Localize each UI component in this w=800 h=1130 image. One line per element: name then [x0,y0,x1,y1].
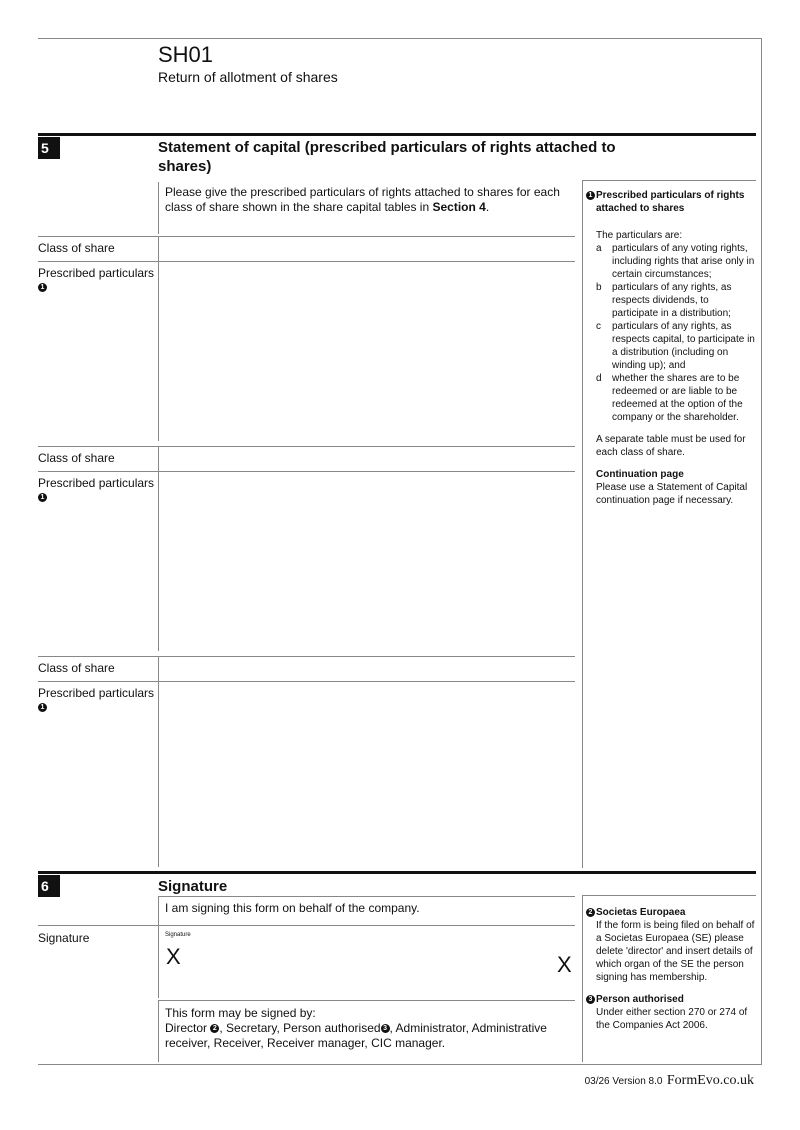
note-3-heading-text: Person authorised [596,994,684,1005]
list-item-key: a [596,243,602,254]
sidebar6 [586,906,756,1032]
footer-version: 03/26 Version 8.0 [584,1076,663,1087]
signed-by-list [165,1021,575,1051]
list-item-key: b [596,282,602,293]
row1-class-border [158,237,159,261]
list-item-key: c [596,321,601,332]
prescribed-particulars-text: Prescribed particulars [38,476,155,490]
class-of-share-input-1[interactable] [159,237,575,260]
list-item-text: particulars of any rights, as respects capital, to participate in a distribution (including on winding up); and [612,321,755,371]
signed-by-roles-rest: , Administrator, Administrative receiver, Receiver, Receiver manager, CIC manager. [165,1021,547,1050]
list-item [586,242,756,281]
sidebar5-list [586,242,756,424]
prescribed-particulars-text: Prescribed particulars [38,686,155,700]
note-2-marker: 2 [210,1024,219,1033]
section5-rule [38,133,756,136]
signed-by-top-rule [158,1000,575,1001]
prescribed-particulars-text: Prescribed particulars [38,266,155,280]
section6-number: 6 [38,875,60,897]
list-item-key: d [596,373,602,384]
onbehalf-top-rule [158,896,575,897]
note-2-heading [586,906,756,919]
row1-particulars-border [158,262,159,441]
signed-by-note [165,1006,575,1051]
instruction-end: . [485,200,490,214]
prescribed-particulars-label [38,476,154,504]
sign-here-left-x-icon: X [166,944,181,969]
list-item [586,320,756,372]
sidebar5-top-rule [582,180,756,181]
form-code: SH01 [158,42,214,67]
signature-left-rule [158,926,159,998]
instruction-left-border [158,182,159,234]
note-3-icon: 3 [586,995,595,1004]
sidebar5-heading [586,189,756,215]
note-3-text: Under either section 270 or 274 of the Companies Act 2006. [596,1007,748,1031]
section6-rule [38,871,756,874]
section5-instruction [165,185,565,215]
row2-class-border [158,447,159,471]
class-of-share-label: Class of share [38,661,115,675]
prescribed-particulars-label [38,266,154,294]
class-of-share-label: Class of share [38,451,115,465]
row3-class-border [158,657,159,681]
list-item-text: particulars of any voting rights, including rights that arise only in certain circumstances; [612,243,755,280]
class-of-share-input-2[interactable] [159,447,575,470]
note-2-icon: 2 [586,908,595,917]
note-1-icon: 1 [586,191,595,200]
signature-box[interactable] [159,926,575,997]
list-item-text: whether the shares are to be redeemed or are liable to be redeemed at the option of the company or the shareholder. [612,373,743,423]
continuation-text: Please use a Statement of Capital continuation page if necessary. [596,482,748,506]
note-2-text: If the form is being filed on behalf of a Societas Europaea (SE) please delete 'director' and insert details of which organ of the SE the person signing has membership. [596,920,755,983]
sidebar5-intro: The particulars are: [596,230,683,241]
footer [585,1071,754,1089]
bottom-rule [38,1064,762,1065]
signed-by-left-rule [158,1000,159,1062]
list-item-text: particulars of any rights, as respects dividends, to participate in a distribution; [612,282,732,319]
instruction-text: Please give the prescribed particulars of rights attached to shares for each class of share shown in the share capital tables in [165,185,560,214]
sign-here-right-x-icon: X [557,952,572,977]
prescribed-particulars-input-3[interactable] [159,682,575,866]
row3-particulars-border [158,682,159,867]
list-item [586,281,756,320]
note-2-heading-text: Societas Europaea [596,907,686,918]
sidebar5 [586,189,756,507]
sidebar6-top-rule [582,895,756,896]
class-of-share-label: Class of share [38,241,115,255]
continuation-heading: Continuation page [596,469,684,480]
prescribed-particulars-input-1[interactable] [159,262,575,440]
sidebar6-left-rule [582,895,583,1062]
row2-particulars-border [158,472,159,651]
note-3-marker: 3 [381,1024,390,1033]
class-of-share-input-3[interactable] [159,657,575,680]
signed-by-heading: This form may be signed by: [165,1006,316,1020]
signature-box-caption: Signature [165,932,191,938]
form-title: Return of allotment of shares [158,69,338,85]
section5-number: 5 [38,137,60,159]
sidebar5-heading-text: Prescribed particulars of rights attached to shares [596,190,745,214]
section5-title: Statement of capital (prescribed particulars of rights attached to shares) [158,139,616,175]
note-3-heading [586,993,756,1006]
footer-brand: FormEvo.co.uk [666,1073,754,1088]
on-behalf-statement: I am signing this form on behalf of the company. [165,901,420,915]
signed-by-director: Director [165,1021,211,1035]
instruction-bold-ref: Section 4 [432,200,486,214]
signed-by-roles: , Secretary, Person authorised [219,1021,381,1035]
sidebar5-left-rule [582,180,583,868]
section6-title: Signature [158,878,228,895]
note-1-marker: 1 [38,283,47,292]
note-1-marker: 1 [38,493,47,502]
onbehalf-left-rule [158,896,159,925]
list-item [586,372,756,424]
separate-table-note: A separate table must be used for each class of share. [596,434,746,458]
right-rule [761,38,762,1064]
top-rule [38,38,762,39]
signature-label: Signature [38,931,90,945]
note-1-marker: 1 [38,703,47,712]
prescribed-particulars-label [38,686,154,714]
prescribed-particulars-input-2[interactable] [159,472,575,650]
